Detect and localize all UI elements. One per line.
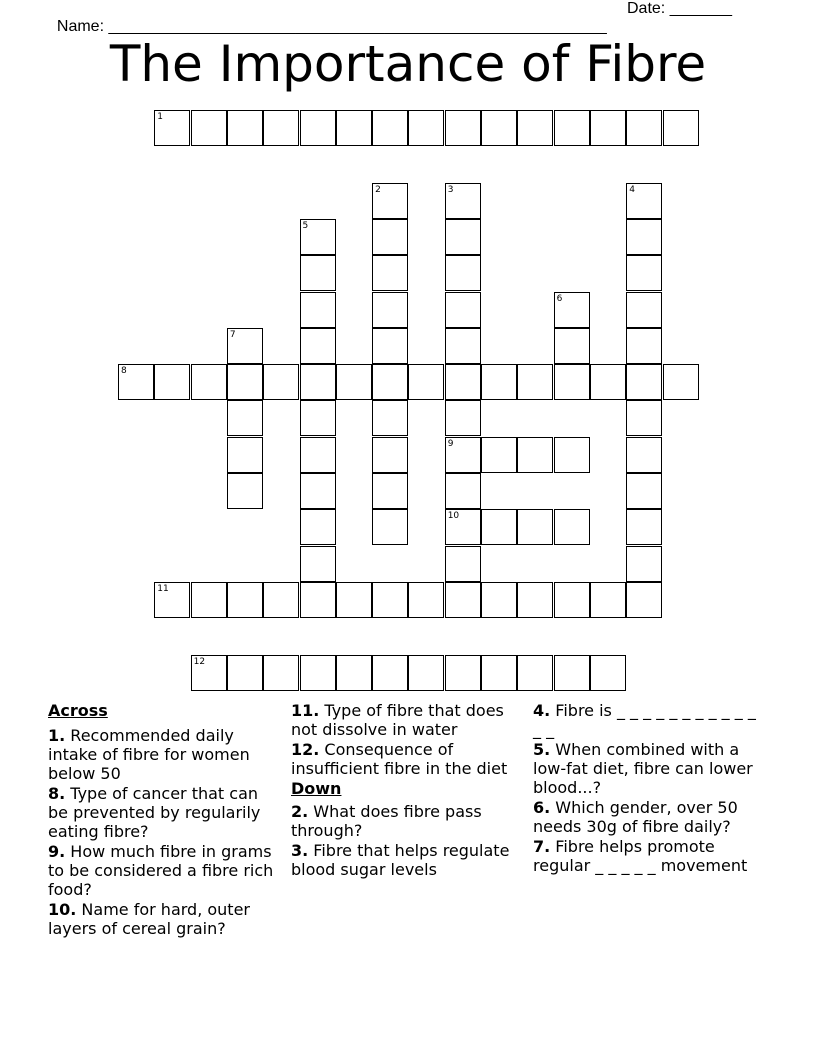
grid-cell[interactable]: [408, 655, 444, 691]
grid-cell[interactable]: [481, 655, 517, 691]
clue-number: 5: [302, 220, 309, 231]
clue-item-text: Type of fibre that does not dissolve in water: [291, 701, 504, 739]
grid-cell[interactable]: [481, 509, 517, 545]
grid-cell[interactable]: [191, 364, 227, 400]
clue-item: [533, 837, 758, 875]
grid-cell[interactable]: [445, 473, 481, 509]
grid-cell[interactable]: [626, 546, 662, 582]
clue-item-text: Fibre is _ _ _ _ _ _ _ _ _ _ _ _ _: [533, 701, 756, 739]
clues-column-1: [48, 701, 278, 939]
grid-cell[interactable]: [372, 400, 408, 436]
grid-cell[interactable]: [408, 110, 444, 146]
clue-item-number: 6.: [533, 798, 551, 817]
page-title: The Importance of Fibre: [109, 35, 707, 93]
grid-cell[interactable]: [227, 437, 263, 473]
grid-cell[interactable]: [227, 110, 263, 146]
clue-item: [48, 726, 278, 783]
grid-cell[interactable]: [517, 437, 553, 473]
grid-cell[interactable]: [445, 292, 481, 328]
grid-cell[interactable]: [626, 582, 662, 618]
clue-item-text: Fibre that helps regulate blood sugar levels: [291, 841, 510, 879]
grid-cell[interactable]: [517, 110, 553, 146]
grid-cell[interactable]: [300, 219, 336, 255]
clue-item: [291, 841, 523, 879]
grid-cell[interactable]: [372, 110, 408, 146]
grid-cell[interactable]: [372, 473, 408, 509]
grid-cell[interactable]: [663, 110, 699, 146]
grid-cell[interactable]: [300, 509, 336, 545]
grid-cell[interactable]: [336, 110, 372, 146]
grid-cell[interactable]: [336, 582, 372, 618]
clue-number: 2: [375, 184, 381, 195]
grid-cell[interactable]: [227, 328, 263, 364]
clue-item-text: Fibre helps promote regular _ _ _ _ _ movement: [533, 837, 748, 875]
clue-item-text: How much fibre in grams to be considered a fibre rich food?: [48, 842, 274, 899]
grid-cell[interactable]: [517, 582, 553, 618]
grid-cell[interactable]: [372, 255, 408, 291]
grid-cell[interactable]: [481, 110, 517, 146]
grid-cell[interactable]: [227, 473, 263, 509]
clue-item: [48, 842, 278, 899]
grid-cell[interactable]: [227, 582, 263, 618]
clues-column-2: [291, 701, 523, 880]
grid-cell[interactable]: [554, 364, 590, 400]
clue-item-text: Which gender, over 50 needs 30g of fibre daily?: [533, 798, 738, 836]
clue-item: [48, 900, 278, 938]
grid-cell[interactable]: [554, 437, 590, 473]
grid-cell[interactable]: [372, 437, 408, 473]
grid-cell[interactable]: [663, 364, 699, 400]
grid-cell[interactable]: [626, 255, 662, 291]
clue-number: 12: [193, 656, 206, 667]
grid-cell[interactable]: [554, 110, 590, 146]
grid-cell[interactable]: [590, 582, 626, 618]
grid-cell[interactable]: [626, 110, 662, 146]
clue-item-number: 5.: [533, 740, 551, 759]
grid-cell[interactable]: [481, 437, 517, 473]
grid-cell[interactable]: [408, 364, 444, 400]
grid-cell[interactable]: [300, 473, 336, 509]
clue-item-number: 2.: [291, 802, 309, 821]
grid-cell[interactable]: [191, 655, 227, 691]
grid-cell[interactable]: [445, 437, 481, 473]
down-clue-list: [291, 802, 523, 879]
grid-cell[interactable]: [118, 364, 154, 400]
grid-cell[interactable]: [445, 400, 481, 436]
across-clue-list: [48, 726, 278, 938]
grid-cell[interactable]: [626, 328, 662, 364]
clue-number: 11: [157, 583, 169, 594]
grid-cell[interactable]: [445, 546, 481, 582]
grid-cell[interactable]: [554, 292, 590, 328]
clue-item: [291, 701, 523, 739]
grid-cell[interactable]: [481, 582, 517, 618]
grid-cell[interactable]: [626, 292, 662, 328]
clue-number: 7: [229, 329, 236, 340]
clues-column-3: [533, 701, 758, 876]
grid-cell[interactable]: [517, 509, 553, 545]
grid-cell[interactable]: [227, 400, 263, 436]
clue-item-number: 11.: [291, 701, 320, 720]
grid-cell[interactable]: [372, 655, 408, 691]
date-field-label[interactable]: Date: _______: [627, 0, 732, 17]
clue-item: [533, 740, 758, 797]
grid-cell[interactable]: [590, 110, 626, 146]
grid-cell[interactable]: [263, 364, 299, 400]
grid-cell[interactable]: [263, 110, 299, 146]
grid-cell[interactable]: [481, 364, 517, 400]
grid-cell[interactable]: [626, 400, 662, 436]
grid-cell[interactable]: [554, 582, 590, 618]
clue-number: 6: [556, 293, 563, 304]
grid-cell[interactable]: [517, 364, 553, 400]
grid-cell[interactable]: [154, 582, 190, 618]
clue-item-number: 7.: [533, 837, 551, 856]
clue-item-number: 3.: [291, 841, 309, 860]
clue-number: 9: [447, 438, 454, 449]
name-field-label[interactable]: Name: ________________________________________________________: [56, 18, 607, 35]
grid-cell[interactable]: [372, 509, 408, 545]
grid-cell[interactable]: [336, 655, 372, 691]
grid-cell[interactable]: [300, 655, 336, 691]
grid-cell[interactable]: [300, 328, 336, 364]
grid-cell[interactable]: [191, 582, 227, 618]
clue-item: [533, 798, 758, 836]
grid-cell[interactable]: [445, 255, 481, 291]
grid-cell[interactable]: [517, 655, 553, 691]
clue-item-text: Name for hard, outer layers of cereal grain?: [48, 900, 250, 938]
clue-item-text: Recommended daily intake of fibre for women below 50: [48, 726, 250, 783]
grid-cell[interactable]: [300, 110, 336, 146]
clue-number: 3: [447, 184, 454, 195]
clue-number: 4: [629, 184, 635, 195]
clue-item: [291, 802, 523, 840]
grid-cell[interactable]: [372, 292, 408, 328]
grid-cell[interactable]: [445, 219, 481, 255]
grid-cell[interactable]: [445, 509, 481, 545]
clue-item-number: 12.: [291, 740, 320, 759]
grid-cell[interactable]: [300, 364, 336, 400]
grid-cell[interactable]: [263, 655, 299, 691]
grid-cell[interactable]: [300, 255, 336, 291]
grid-cell[interactable]: [227, 364, 263, 400]
clue-item-number: 10.: [48, 900, 77, 919]
grid-cell[interactable]: [372, 582, 408, 618]
across-clue-list-continued: [291, 701, 523, 778]
clue-number: 10: [447, 511, 460, 522]
across-heading: Across: [48, 701, 108, 720]
grid-cell[interactable]: [191, 110, 227, 146]
grid-cell[interactable]: [590, 655, 626, 691]
grid-cell[interactable]: [554, 509, 590, 545]
grid-cell[interactable]: [445, 582, 481, 618]
grid-cell[interactable]: [626, 509, 662, 545]
grid-cell[interactable]: [626, 183, 662, 219]
grid-cell[interactable]: [626, 219, 662, 255]
grid-cell[interactable]: [154, 364, 190, 400]
grid-cell[interactable]: [590, 364, 626, 400]
grid-cell[interactable]: [445, 110, 481, 146]
clue-number: 1: [157, 112, 164, 122]
grid-cell[interactable]: [626, 364, 662, 400]
clue-number: 8: [121, 366, 127, 377]
grid-cell[interactable]: [263, 582, 299, 618]
clue-item-text: What does fibre pass through?: [291, 802, 482, 840]
grid-cell[interactable]: [554, 655, 590, 691]
clue-item-number: 4.: [533, 701, 551, 720]
grid-cell[interactable]: [626, 437, 662, 473]
grid-cell[interactable]: [300, 292, 336, 328]
grid-cell[interactable]: [300, 582, 336, 618]
clue-item: [291, 740, 523, 778]
grid-cell[interactable]: [408, 582, 444, 618]
down-clue-list-continued: [533, 701, 758, 875]
grid-cell[interactable]: [626, 473, 662, 509]
clue-item-text: When combined with a low-fat diet, fibre can lower blood...?: [533, 740, 753, 797]
clue-item-number: 8.: [48, 784, 66, 803]
clue-item-number: 9.: [48, 842, 66, 861]
grid-cell[interactable]: [227, 655, 263, 691]
clue-item-text: Consequence of insufficient fibre in the diet: [291, 740, 508, 778]
grid-cell[interactable]: [445, 655, 481, 691]
grid-cell[interactable]: [445, 328, 481, 364]
grid-cell[interactable]: [300, 546, 336, 582]
clue-item: [533, 701, 758, 739]
grid-cell[interactable]: [445, 364, 481, 400]
clue-item-text: Type of cancer that can be prevented by regularily eating fibre?: [48, 784, 261, 841]
grid-cell[interactable]: [300, 437, 336, 473]
grid-cell[interactable]: [300, 400, 336, 436]
grid-cell[interactable]: [372, 328, 408, 364]
clue-item-number: 1.: [48, 726, 66, 745]
grid-cell[interactable]: [154, 110, 190, 146]
grid-cell[interactable]: [372, 364, 408, 400]
grid-cell[interactable]: [336, 364, 372, 400]
clue-item: [48, 784, 278, 841]
grid-cell[interactable]: [554, 328, 590, 364]
grid-cell[interactable]: [372, 183, 408, 219]
grid-cell[interactable]: [372, 219, 408, 255]
down-heading: Down: [291, 779, 342, 798]
grid-cell[interactable]: [445, 183, 481, 219]
